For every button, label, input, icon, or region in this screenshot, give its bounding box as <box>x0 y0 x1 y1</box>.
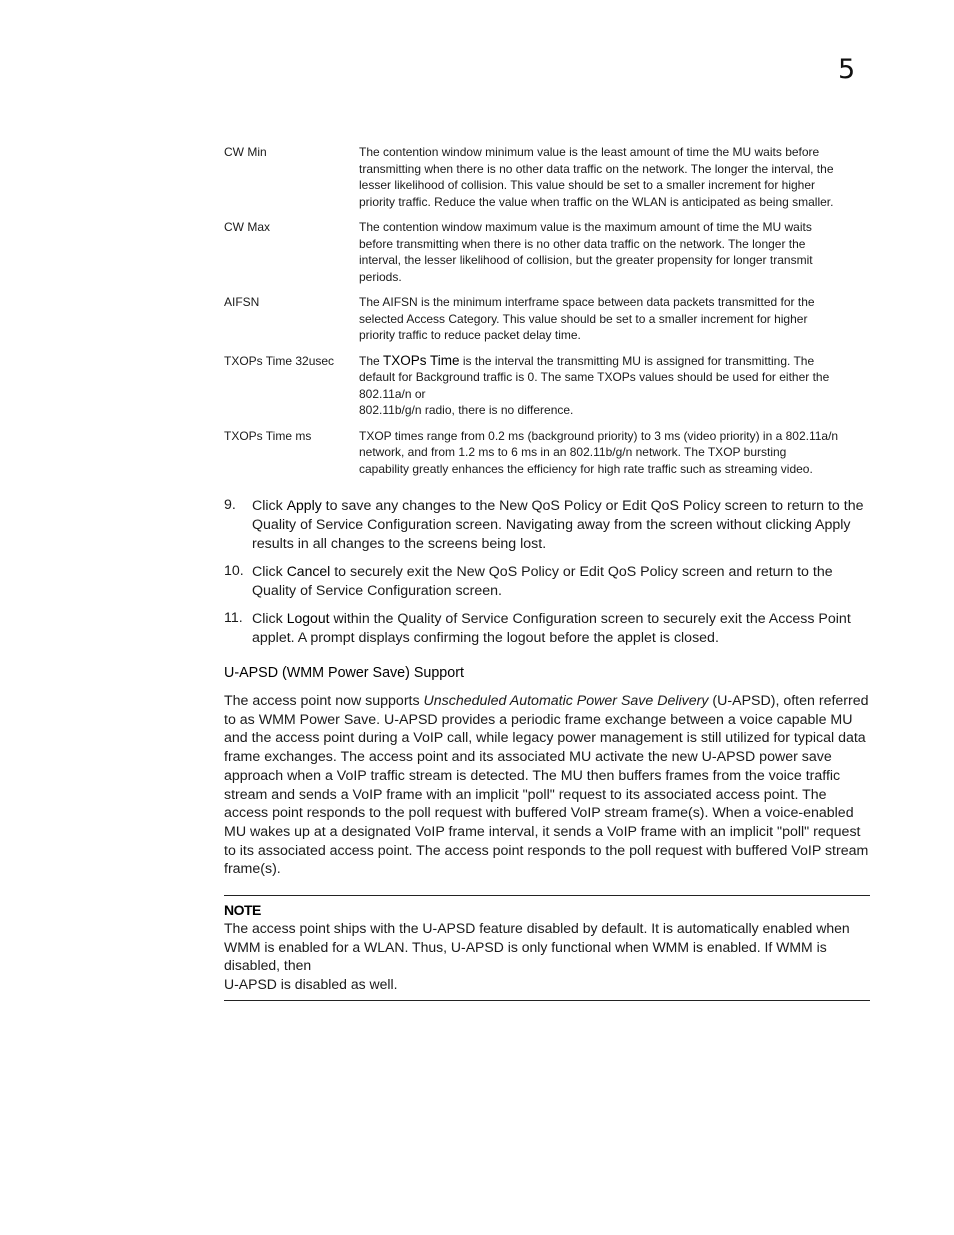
param-name: CW Max <box>224 220 270 234</box>
ui-term-cancel: Cancel <box>286 563 331 579</box>
param-row-aifsn <box>224 294 864 344</box>
description-line: default for Background traffic is 0. The same TXOPs values should be used for either the <box>359 370 830 384</box>
para-post: (U-APSD), often referred to as WMM Power Save. U-APSD provides a periodic frame exchange between a voice capable MU and the access point during a VoIP call, while legacy power management is still utilized for typical data frame exchanges. The access point and its associated MU activate the new U-APSD power save approach when a VoIP traffic stream is detected. The MU then buffers frames from the voice traffic stream and sends a VoIP frame with an implicit "poll" request to its associated access point. The access point responds to the poll request with buffered VoIP stream frame(s). When a voice-enabled MU wakes up at a designated VoIP frame interval, it sends a VoIP frame with an implicit "poll" request to its associated access point. The access point responds to the poll request with buffered VoIP stream frame(s). <box>224 693 869 878</box>
param-row-cw-min <box>224 144 864 210</box>
description-line: interval, the lesser likelihood of collision, but the greater propensity for longer transmit <box>359 253 813 267</box>
description-line: selected Access Category. This value should be set to a smaller increment for higher <box>359 311 808 326</box>
param-row-txops-time-ms <box>224 428 864 478</box>
step-post: to securely exit the New QoS Policy or Edit QoS Policy screen and return to the Quality of Service Configuration screen. <box>252 564 833 599</box>
para-italic-term: Unscheduled Automatic Power Save Delivery <box>423 693 709 709</box>
description-line: periods. <box>359 269 402 284</box>
ui-term-apply: Apply <box>286 497 322 513</box>
chapter-number: 5 <box>838 54 856 85</box>
description-line: The AIFSN is the minimum interframe space between data packets transmitted for the <box>359 295 815 309</box>
step-pre: Click <box>252 611 287 627</box>
step-number: 10. <box>224 563 244 579</box>
step-text <box>252 609 872 648</box>
description-line: capability greatly enhances the efficiency for high rate traffic such as streaming video. <box>359 461 813 476</box>
description-line <box>359 353 864 370</box>
description-line: TXOP times range from 0.2 ms (background priority) to 3 ms (video priority) in a 802.11a/n <box>359 428 839 443</box>
param-description <box>359 219 864 285</box>
ui-term-txops-time: TXOPs Time <box>383 352 460 368</box>
note-text: The access point ships with the U-APSD feature disabled by default. It is automatically enabled when WMM is enabled for a WLAN. Thus, U-APSD is only functional when WMM is enabled. If WMM is disabled, then <box>224 920 850 974</box>
step-text <box>252 562 872 601</box>
description-line: transmitting when there is no other data traffic on the network. The longer the interval, the <box>359 161 834 176</box>
description-line: lesser likelihood of collision. This value should be set to a smaller increment for higher <box>359 178 816 192</box>
param-description <box>359 353 864 419</box>
body-paragraph <box>224 692 872 879</box>
param-name: AIFSN <box>224 295 260 309</box>
param-description <box>359 428 864 478</box>
param-description <box>359 294 864 344</box>
description-line: 802.11b/g/n radio, there is no difference. <box>359 403 574 417</box>
note-text: U-APSD is disabled as well. <box>224 976 398 993</box>
description-line: The contention window minimum value is the least amount of time the MU waits before <box>359 145 820 159</box>
description-line: priority traffic to reduce packet delay time. <box>359 328 581 342</box>
text-rest: is the interval the transmitting MU is assigned for transmitting. The <box>459 353 815 368</box>
param-name: TXOPs Time 32usec <box>224 353 335 368</box>
step-post: within the Quality of Service Configuration screen to securely exit the Access Point applet. A prompt displays confirming the logout before the applet is closed. <box>252 611 851 646</box>
description-line: before transmitting when there is no other data traffic on the network. The longer the <box>359 236 806 251</box>
description-line: network, and from 1.2 ms to 6 ms in an 802.11b/g/n network. The TXOP bursting <box>359 445 787 459</box>
para-pre: The access point now supports <box>224 693 424 709</box>
step-text <box>252 496 872 554</box>
description-line: 802.11a/n or <box>359 386 426 401</box>
param-row-cw-max <box>224 219 864 285</box>
ui-term-logout: Logout <box>286 610 330 626</box>
step-pre: Click <box>252 564 287 580</box>
step-item <box>224 609 872 648</box>
param-row-txops-time-32usec <box>224 353 864 419</box>
param-description <box>359 144 864 210</box>
text-prefix: The <box>359 353 384 368</box>
procedure-steps <box>224 496 872 656</box>
step-item <box>224 496 872 554</box>
step-number: 9. <box>224 497 236 513</box>
step-post: to save any changes to the New QoS Policy or Edit QoS Policy screen to return to the Quality of Service Configuration screen. Navigating away from the screen without clicking Apply results in all changes to the screens being lost. <box>252 498 864 552</box>
note-label: NOTE <box>224 902 261 918</box>
step-number: 11. <box>224 610 243 626</box>
section-heading: U-APSD (WMM Power Save) Support <box>224 665 464 681</box>
param-name: TXOPs Time ms <box>224 428 312 443</box>
param-name: CW Min <box>224 145 267 159</box>
step-item <box>224 562 872 601</box>
step-pre: Click <box>252 498 287 514</box>
parameter-table <box>224 144 864 486</box>
description-line: priority traffic. Reduce the value when traffic on the WLAN is anticipated as being smaller. <box>359 194 834 209</box>
description-line: The contention window maximum value is the maximum amount of time the MU waits <box>359 220 812 234</box>
note-box <box>224 895 870 1001</box>
